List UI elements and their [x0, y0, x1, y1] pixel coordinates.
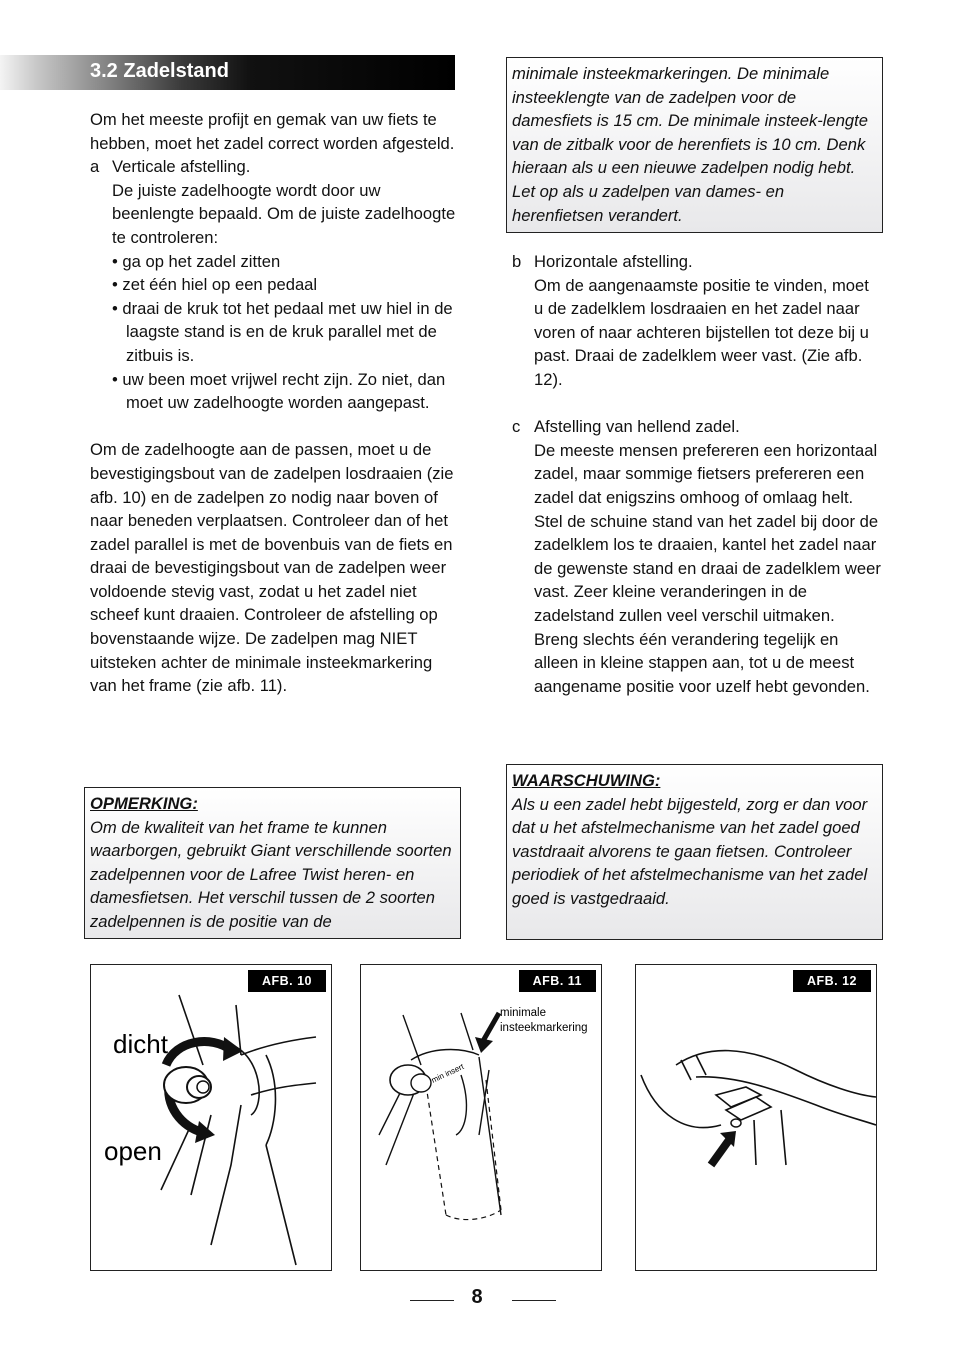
bullet-2: • zet één hiel op een pedaal	[112, 275, 318, 295]
figure-12-tag: AFB. 12	[793, 970, 871, 992]
item-a-label: a	[90, 157, 100, 177]
figure-11-tag: AFB. 11	[519, 970, 596, 992]
item-c-title: Afstelling van hellend zadel.	[534, 417, 740, 437]
label-min-insert: min insert	[430, 1061, 466, 1085]
right-column	[512, 250, 882, 698]
item-b-label: b	[512, 252, 522, 271]
note-continued-text: minimale insteekmarkeringen. De minimale insteeklengte van de zadelpen voor de damesfiets is 15 cm. De minimale insteek-lengte van de zitbalk voor de herenfiets is 10 cm. Denk hieraan als u een nieuwe zadelpen nodig hebt. Let op als u zadelpen van dames- en herenfietsen verandert.	[512, 64, 868, 225]
label-insteekmarkering: insteekmarkering	[500, 1022, 588, 1034]
bullet-4: • uw been moet vrijwel recht zijn. Zo niet, dan moet uw zadelhoogte worden aangepast.	[112, 369, 446, 413]
note-title: OPMERKING:	[90, 794, 198, 813]
note-continued-box	[506, 57, 883, 233]
item-c-body: De meeste mensen prefereren een horizontaal zadel, maar sommige fietsers prefereren een zadel dat enigszins omhoog of omlaag helt. Stel de schuine stand van het zadel bij door de zadelklem los te draaien, kantel het zadel naar de gewenste stand en draai de zadelklem weer vast. Zeer kleine veranderingen in de zadelstand zullen veel verschil uitmaken. Breng slechts één verandering tegelijk en alleen in kleine stappen aan, tot u de meest aangename positie voor uzelf hebt gevonden.	[534, 440, 881, 696]
page-rule-right	[512, 1300, 556, 1301]
warning-box	[506, 764, 883, 940]
figure-12	[635, 964, 877, 1271]
item-b-heading	[512, 250, 882, 274]
section-title: 3.2 Zadelstand	[90, 60, 229, 82]
page-number: 8	[471, 1286, 483, 1308]
figure-10	[90, 964, 332, 1271]
label-open: open	[104, 1136, 162, 1166]
adjust-paragraph: Om de zadelhoogte aan de passen, moet u de bevestigingsbout van de zadelpen losdraaien (zie afb. 10) en de zadelpen zo nodig naar boven of naar beneden verplaatsen. Controleer dan of het zadel parallel is met de bovenbuis van de fiets en draai de bevestigingsbout van de zadelpen weer voldoende stevig vast, zodat u het zadel niet scheef kunt draaien. Controleer de afstelling op bovenstaande wijze. De zadelpen mag NIET uitsteken achter de minimale insteekmarkering van het frame (zie afb. 11).	[90, 440, 454, 696]
warning-title: WAARSCHUWING:	[512, 771, 661, 790]
item-a-heading	[90, 155, 460, 179]
label-minimale: minimale	[500, 1007, 547, 1019]
item-c-label: c	[512, 417, 521, 437]
item-a-title: Verticale afstelling.	[112, 157, 251, 177]
item-b-title: Horizontale afstelling.	[534, 252, 693, 271]
item-a-body: De juiste zadelhoogte wordt door uw beenlengte bepaald. Om de juiste zadelhoogte te controleren:	[112, 180, 456, 247]
label-dicht: dicht	[113, 1029, 168, 1059]
saddle-clamp-drawing	[636, 965, 878, 1272]
figure-10-tag: AFB. 10	[248, 970, 326, 992]
bullet-3: • draai de kruk tot het pedaal met uw hiel in de laagste stand is en de kruk parallel met de zitbuis is.	[112, 298, 453, 365]
note-box	[84, 787, 461, 939]
bullet-1: • ga op het zadel zitten	[112, 251, 281, 271]
item-c-heading	[512, 415, 882, 439]
seatpost-insert-drawing	[361, 965, 603, 1272]
warning-text: Als u een zadel hebt bijgesteld, zorg er dan voor dat u het afstelmechanisme van het zadel goed vastdraait alvorens te gaan fietsen. Controleer periodiek of het afstelmechanisme van het zadel goed is vastgedraaid.	[512, 794, 868, 908]
figure-11	[360, 964, 602, 1271]
note-text: Om de kwaliteit van het frame te kunnen waarborgen, gebruikt Giant verschillende soorten zadelpennen voor de Lafree Twist heren- en damesfietsen. Het verschil tussen de 2 soorten zadelpennen is de positie van de	[90, 817, 452, 931]
item-b-body: Om de aangenaamste positie te vinden, moet u de zadelklem losdraaien en het zadel naar voren of naar achteren bijstellen tot deze bij u past. Draai de zadelklem weer vast. (Zie afb. 12).	[534, 275, 869, 389]
intro-paragraph: Om het meeste profijt en gemak van uw fiets te hebben, moet het zadel correct worden afgesteld.	[90, 110, 455, 153]
left-column	[90, 108, 460, 698]
section-header	[0, 55, 455, 90]
seatpost-clamp-drawing	[91, 965, 333, 1272]
